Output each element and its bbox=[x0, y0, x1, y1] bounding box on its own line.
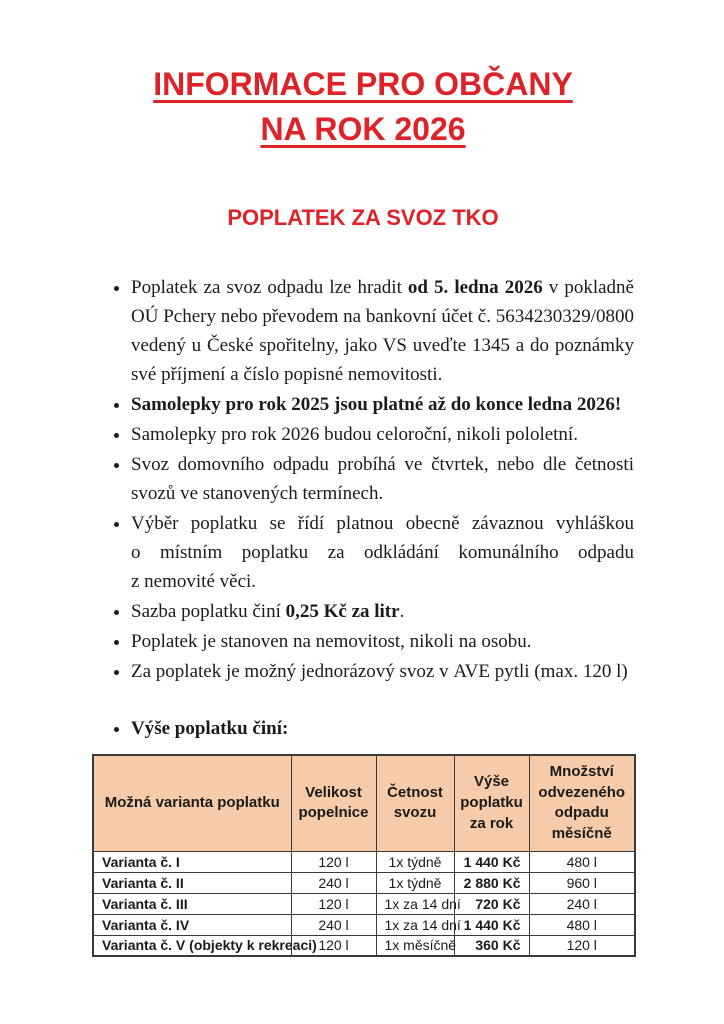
bullet-item bbox=[131, 714, 634, 743]
column-header: Možná varianta poplatku bbox=[93, 755, 291, 851]
bullet-item bbox=[131, 657, 634, 686]
bullet-item bbox=[131, 390, 634, 419]
table-cell: Varianta č. III bbox=[93, 893, 291, 914]
table-cell: 360 Kč bbox=[454, 935, 529, 956]
table-row bbox=[93, 935, 635, 956]
table-cell: 240 l bbox=[529, 893, 635, 914]
bullet-text-segment: Samolepky pro rok 2025 jsou platné až do konce ledna 2026! bbox=[131, 393, 622, 415]
bullet-text-segment: Výběr poplatku se řídí platnou obecně závaznou vyhláškou o místním poplatku za odkládání komunálního odpadu z nemovité věci. bbox=[131, 512, 634, 592]
bullet-text-segment: Za poplatek je možný jednorázový svoz v AVE pytli (max. 120 l) bbox=[131, 660, 628, 682]
bullet-text-segment: v pokladně OÚ Pchery nebo převodem na bankovní účet č. 5634230329/0800 vedený u České spořitelny, jako VS uveďte 1345 a do poznámky své příjmení a číslo popisné nemovitosti. bbox=[131, 276, 634, 385]
bullet-item bbox=[131, 627, 634, 656]
table-cell: 960 l bbox=[529, 872, 635, 893]
bullet-item bbox=[131, 273, 634, 389]
bullet-text-segment: od 5. ledna 2026 bbox=[407, 276, 543, 298]
table-cell: 120 l bbox=[529, 935, 635, 956]
fee-table bbox=[92, 754, 636, 957]
bullet-text-segment: Výše poplatku činí: bbox=[131, 717, 289, 739]
table-cell: Varianta č. I bbox=[93, 851, 291, 872]
bullet-item bbox=[131, 450, 634, 508]
title-line-2: NA ROK 2026 bbox=[260, 111, 466, 148]
bullet-list bbox=[92, 273, 634, 743]
table-cell: 240 l bbox=[291, 914, 376, 935]
table-row bbox=[93, 872, 635, 893]
table-cell: Varianta č. IV bbox=[93, 914, 291, 935]
table-cell: Varianta č. II bbox=[93, 872, 291, 893]
fee-table-body bbox=[93, 851, 635, 956]
table-cell: 240 l bbox=[291, 872, 376, 893]
table-cell: 1x týdně bbox=[376, 872, 454, 893]
bullet-text-segment: Samolepky pro rok 2026 budou celoroční, nikoli pololetní. bbox=[131, 423, 578, 445]
table-cell: 120 l bbox=[291, 893, 376, 914]
bullet-text-segment: . bbox=[399, 600, 405, 622]
bullet-text-segment: Poplatek je stanoven na nemovitost, nikoli na osobu. bbox=[131, 630, 532, 652]
bullet-text-segment: Poplatek za svoz odpadu lze hradit bbox=[131, 276, 408, 298]
table-row bbox=[93, 893, 635, 914]
column-header: Výše poplatku za rok bbox=[454, 755, 529, 851]
bullet-text-segment: 0,25 Kč za litr bbox=[285, 600, 400, 622]
bullet-item bbox=[131, 509, 634, 596]
table-cell: 1x za 14 dní bbox=[376, 914, 454, 935]
table-cell: 480 l bbox=[529, 914, 635, 935]
column-header: Četnost svozu bbox=[376, 755, 454, 851]
table-cell: 1x týdně bbox=[376, 851, 454, 872]
table-row bbox=[93, 851, 635, 872]
section-heading: POPLATEK ZA SVOZ TKO bbox=[227, 204, 499, 230]
table-header-row bbox=[93, 755, 635, 851]
bullet-item bbox=[131, 420, 634, 449]
fee-table-header bbox=[93, 755, 635, 851]
table-row bbox=[93, 914, 635, 935]
title-line-1: INFORMACE PRO OBČANY bbox=[153, 66, 573, 102]
table-cell: 1 440 Kč bbox=[454, 851, 529, 872]
table-cell: 1x za 14 dní bbox=[376, 893, 454, 914]
table-cell: 720 Kč bbox=[454, 893, 529, 914]
table-cell: Varianta č. V (objekty k rekreaci) bbox=[93, 935, 291, 956]
bullet-item bbox=[131, 597, 634, 626]
bullet-text-segment: Svoz domovního odpadu probíhá ve čtvrtek, nebo dle četnosti svozů ve stanovených termínech. bbox=[131, 453, 634, 504]
column-header: Velikost popelnice bbox=[291, 755, 376, 851]
table-cell: 120 l bbox=[291, 935, 376, 956]
table-cell: 480 l bbox=[529, 851, 635, 872]
table-cell: 2 880 Kč bbox=[454, 872, 529, 893]
table-cell: 1 440 Kč bbox=[454, 914, 529, 935]
bullet-text-segment: Sazba poplatku činí bbox=[131, 600, 286, 622]
table-cell: 120 l bbox=[291, 851, 376, 872]
table-cell: 1x měsíčně bbox=[376, 935, 454, 956]
column-header: Množství odvezeného odpadu měsíčně bbox=[529, 755, 635, 851]
page-title bbox=[92, 62, 634, 153]
